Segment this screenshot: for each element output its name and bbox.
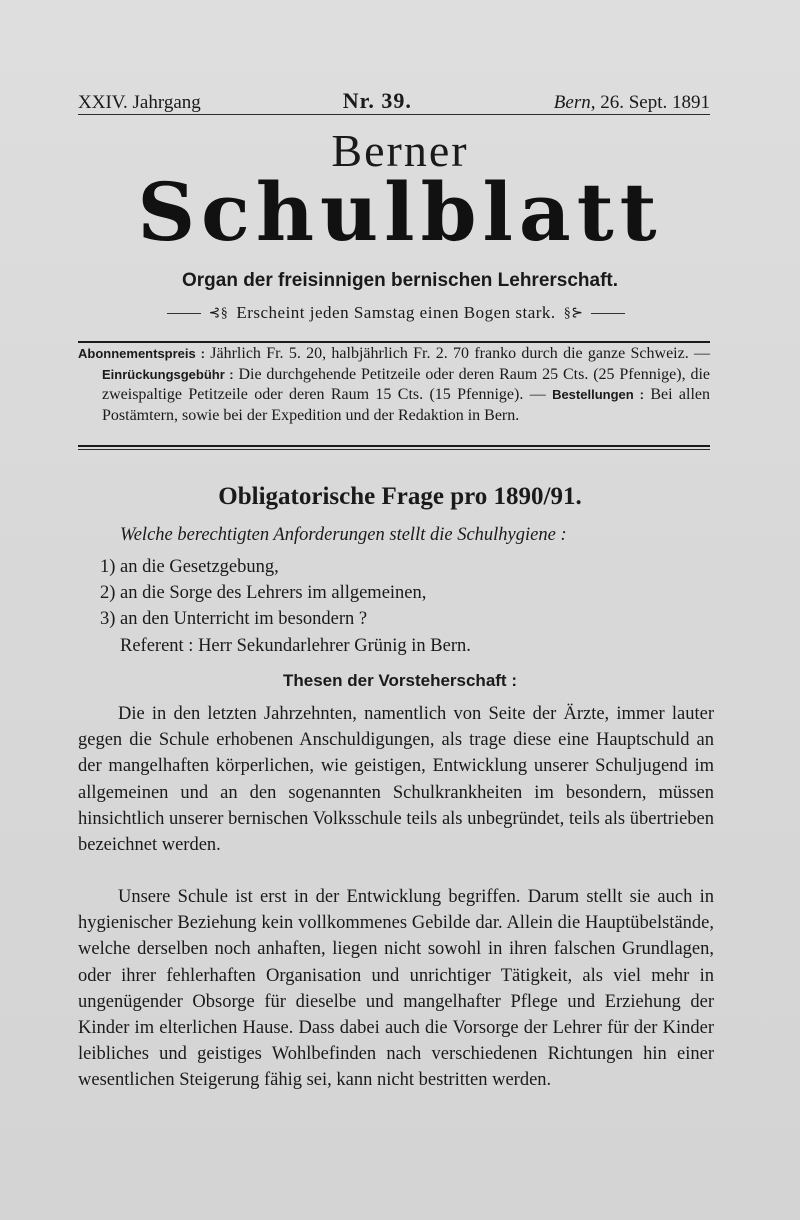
section-heading: Thesen der Vorsteherschaft : xyxy=(283,671,517,690)
header-rule xyxy=(78,114,710,115)
subscription-info xyxy=(78,344,710,426)
abo-top-rule xyxy=(78,341,710,343)
paragraph: Die in den letzten Jahrzehnten, namentlich von Seite der Ärzte, immer lauter gegen die Schule erhobenen Anschuldigungen, als trage diese eine Hauptschuld an der mangelhaften körperlichen, wie geistigen, Entwicklung unserer Schuljugend im allgemeinen und an den sogenannten Schulkrankheiten im besondern, müssen hinsichtlich unserer bernischen Volksschule teils als unbegründet, teils als übertrieben bezeichnet werden. xyxy=(78,704,714,856)
ornament-left-icon: ⊰§ xyxy=(208,305,229,321)
issue-place: Bern, xyxy=(553,92,596,113)
abo-bottom-rule-thin xyxy=(78,449,710,450)
divider xyxy=(167,313,201,314)
issue-number: Nr. 39. xyxy=(342,88,412,113)
ornament-right-icon: §⊱ xyxy=(563,305,584,321)
article-referent: Referent : Herr Sekundarlehrer Grünig in Bern. xyxy=(120,636,471,656)
list-item: 1) an die Gesetzgebung, xyxy=(100,557,279,577)
volume-label: XXIV. Jahrgang xyxy=(78,92,201,113)
abo-label-order: Bestellungen : xyxy=(552,387,644,402)
publication-frequency xyxy=(88,303,704,323)
article-question: Welche berechtigten Anforderungen stellt die Schulhygiene : xyxy=(120,525,567,545)
article-title: Obligatorische Frage pro 1890/91. xyxy=(218,483,582,510)
abo-label-fee: Einrückungsgebühr : xyxy=(102,366,234,382)
abo-text-price: Jährlich Fr. 5. 20, halbjährlich Fr. 2. 70 franko durch die ganze Schweiz. — xyxy=(204,345,711,362)
issue-date-value: 26. Sept. 1891 xyxy=(600,92,710,113)
body-paragraph-2 xyxy=(78,884,714,1094)
issue-header xyxy=(78,88,710,114)
masthead-berner: Berner xyxy=(331,125,469,176)
abo-text-fee: Die durchgehende Petitzeile oder deren Raum 25 Cts. (25 Pfennige), die zweispaltige Petitzeile oder deren Raum 15 Cts. (15 Pfennige). — xyxy=(102,365,711,403)
paragraph: Unsere Schule ist erst in der Entwicklung begriffen. Darum stellt sie auch in hygienischer Beziehung kein vollkommenes Gebilde dar. Allein die Hauptübelstände, welche derselben noch anhaften, liegen nicht sowohl in ihren falschen Grundlagen, oder ihrer fehlerhaften Organisation und unrichtiger Tätigkeit, als viel mehr in ungenügender Obsorge für dieselbe und mangelhafter Pflege und Erziehung der Kinder im elterlichen Hause. Dass dabei auch die Vorsorge der Lehrer für der Kinder leibliches und geistiges Wohlbefinden nach verschiedenen Richtungen hin einer wesentlichen Steigerung fähig sei, kann nicht bestritten werden. xyxy=(78,887,714,1091)
divider xyxy=(591,313,625,314)
abo-bottom-rule xyxy=(78,445,710,447)
issue-date xyxy=(554,92,710,114)
abo-text-order: Bei allen Postämtern, sowie bei der Expedition und der Redaktion in Bern. xyxy=(102,386,710,424)
masthead-subtitle: Organ der freisinnigen bernischen Lehrerschaft. xyxy=(181,270,619,291)
frequency-text: Erscheint jeden Samstag einen Bogen stark. xyxy=(236,303,556,322)
masthead-title: Schulblatt xyxy=(137,165,663,259)
list-item: 3) an den Unterricht im besondern ? xyxy=(100,609,368,629)
body-paragraph-1 xyxy=(78,701,714,858)
abo-label-price: Abonnementspreis : xyxy=(78,346,205,361)
list-item: 2) an die Sorge des Lehrers im allgemeinen, xyxy=(100,583,427,603)
